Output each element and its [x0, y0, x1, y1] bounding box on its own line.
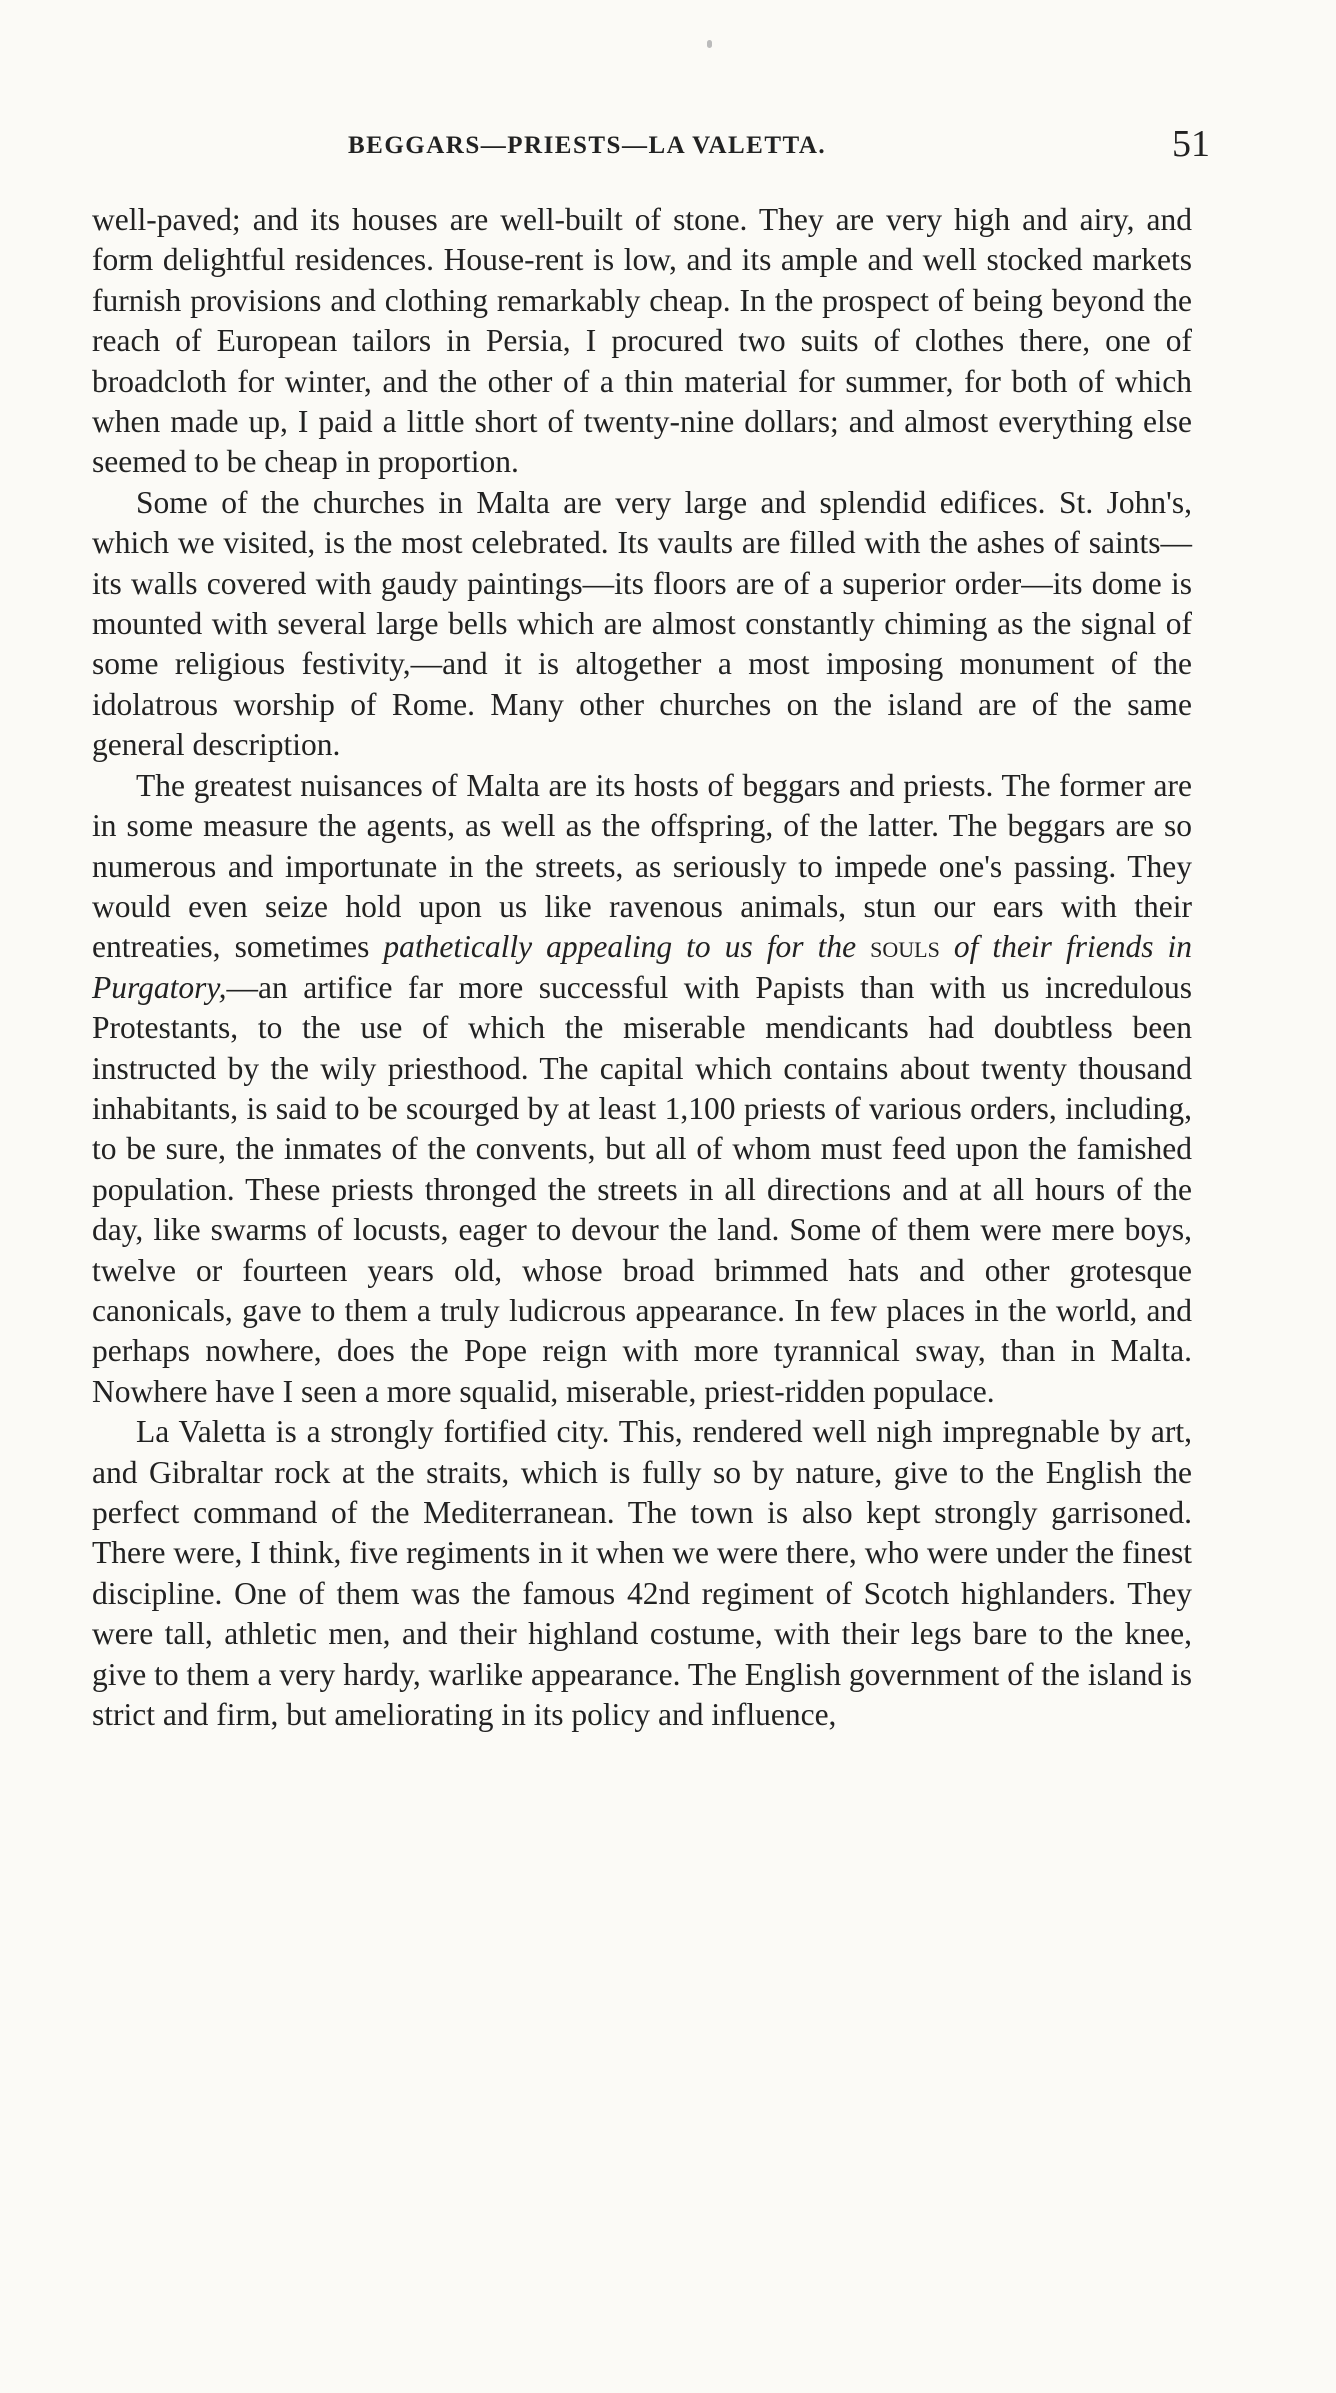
paragraph-3-italic-2: of their friends in Purgatory,	[92, 929, 1192, 1005]
running-head-title: BEGGARS—PRIESTS—LA VALETTA.	[348, 132, 827, 159]
body-text	[92, 200, 1192, 1735]
ink-speck	[707, 40, 712, 48]
paragraph-4: La Valetta is a strongly fortified city. This, rendered well nigh impregnable by art, and Gibraltar rock at the straits, which is fully so by nature, give to the English the perfect command of the Mediterranean. The town is also kept strongly garrisoned. There were, I think, five regiments in it when we were there, who were under the finest discipline. One of them was the famous 42nd regiment of Scotch highlanders. They were tall, athletic men, and their highland costume, with their legs bare to the knee, give to them a very hardy, warlike appearance. The English government of the island is strict and firm, but ameliorating in its policy and influence,	[92, 1414, 1192, 1733]
paragraph-2: Some of the churches in Malta are very large and splendid edifices. St. John's, which we visited, is the most celebrated. Its vaults are filled with the ashes of saints—its walls covered with gaudy paintings—its floors are of a superior order—its dome is mounted with several large bells which are almost constantly chiming as the signal of some religious festivity,—and it is altogether a most imposing monument of the idolatrous worship of Rome. Many other churches on the island are of the same general description.	[92, 484, 1192, 763]
paragraph-3-italic-1: pathetically appealing to us for the	[383, 929, 857, 965]
paragraph-1: well-paved; and its houses are well-built of stone. They are very high and airy, and form delightful residences. House-rent is low, and its ample and well stocked markets furnish provisions and clothing remarkably cheap. In the prospect of being beyond the reach of European tailors in Persia, I procured two suits of clothes there, one of broadcloth for winter, and the other of a thin material for summer, for both of which when made up, I paid a little short of twenty-nine dollars; and almost everything else seemed to be cheap in proportion.	[92, 202, 1192, 480]
paragraph-3-text-after: —an artifice far more successful with Papists than with us incredulous Protestants, to the use of which the miserable mendicants had doubtless been instructed by the wily priesthood. The capital which contains about twenty thousand inhabitants, is said to be scourged by at least 1,100 priests of various orders, including, to be sure, the inmates of the convents, but all of whom must feed upon the famished population. These priests thronged the streets in all directions and at all hours of the day, like swarms of locusts, eager to devour the land. Some of them were mere boys, twelve or fourteen years old, whose broad brimmed hats and other grotesque canonicals, gave to them a truly ludicrous appearance. In few places in the world, and perhaps nowhere, does the Pope reign with more tyrannical sway, than in Malta. Nowhere have I seen a more squalid, miserable, priest-ridden populace.	[92, 969, 1192, 1409]
paragraph-3	[92, 766, 1192, 1413]
paragraph-3-text-before: The greatest nuisances of Malta are its hosts of beggars and priests. The former are in some measure the agents, as well as the offspring, of the latter. The beggars are so numerous and importunate in the streets, as seriously to impede one's passing. They would even seize hold upon us like ravenous animals, stun our ears with their entreaties, sometimes	[92, 767, 1192, 965]
page-number: 51	[1172, 123, 1210, 165]
running-head	[90, 123, 1210, 168]
paragraph-3-smallcaps: souls	[870, 929, 940, 965]
